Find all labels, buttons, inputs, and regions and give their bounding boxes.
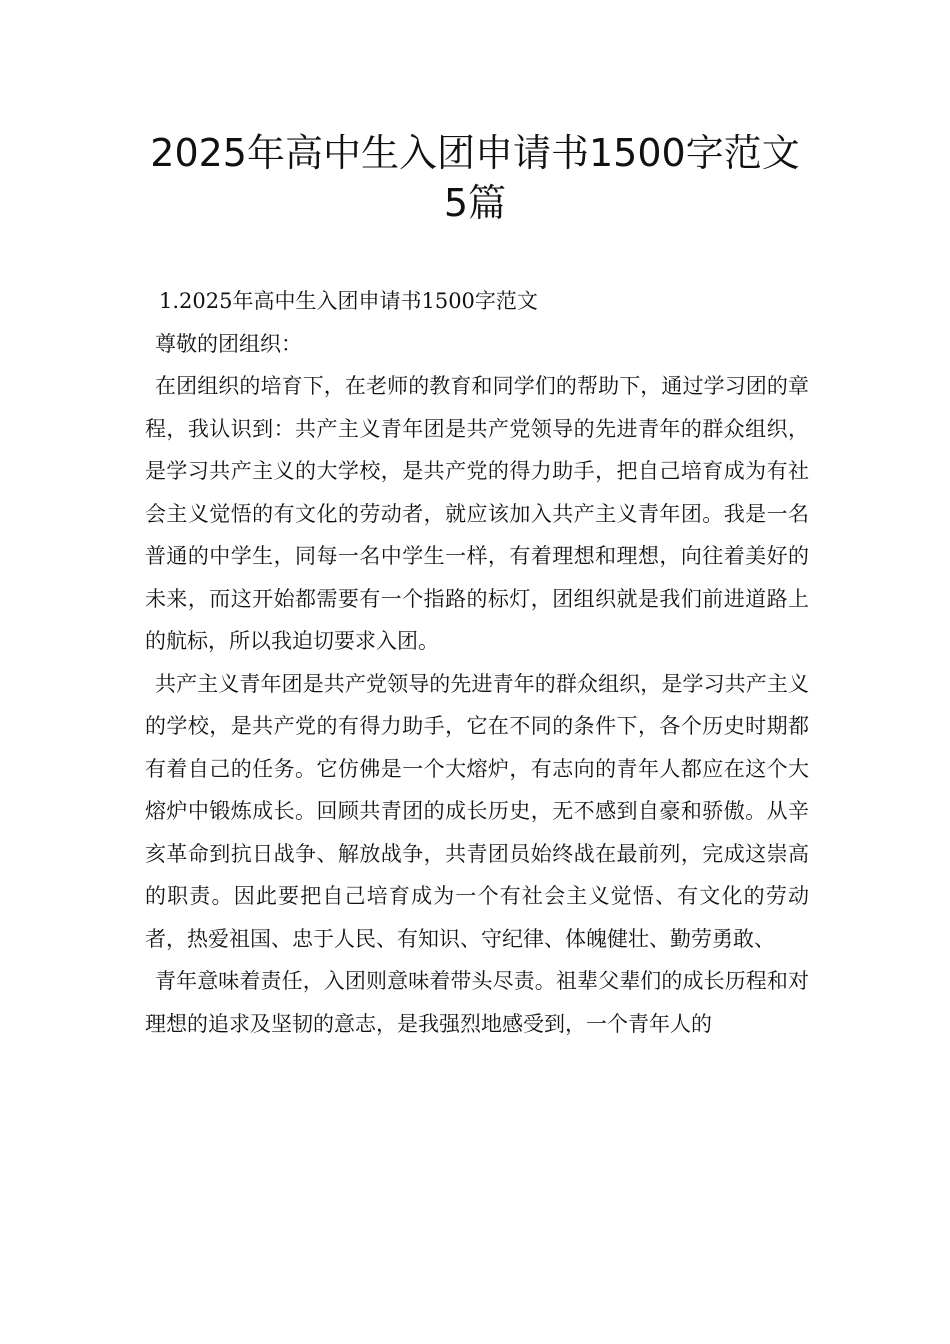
document-title: 2025年高中生入团申请书1500字范文5篇 xyxy=(150,131,800,225)
salutation: 尊敬的团组织： xyxy=(155,331,302,356)
document-body xyxy=(145,280,809,1045)
body-paragraph: 在团组织的培育下，在老师的教育和同学们的帮助下，通过学习团的章程，我认识到：共产主义青年团是共产党领导的先进青年的群众组织，是学习共产主义的大学校，是共产党的得力助手，把自己培育成为有社会主义觉悟的有文化的劳动者，就应该加入共产主义青年团。我是一名普通的中学生，同每一名中学生一样，有着理想和理想，向往着美好的未来，而这开始都需要有一个指路的标灯，团组织就是我们前进道路上的航标，所以我迫切要求入团。 xyxy=(145,374,809,653)
section-heading: 1.2025年高中生入团申请书1500字范文 xyxy=(159,289,538,313)
body-paragraph: 共产主义青年团是共产党领导的先进青年的群众组织，是学习共产主义的学校，是共产党的有得力助手，它在不同的条件下，各个历史时期都有着自己的任务。它仿佛是一个大熔炉，有志向的青年人都应在这个大熔炉中锻炼成长。回顾共青团的成长历史，无不感到自豪和骄傲。从辛亥革命到抗日战争、解放战争，共青团员始终战在最前列，完成这崇高的职责。因此要把自己培育成为一个有社会主义觉悟、有文化的劳动者，热爱祖国、忠于人民、有知识、守纪律、体魄健壮、勤劳勇敢、 xyxy=(145,671,809,951)
body-paragraph: 青年意味着责任，入团则意味着带头尽责。祖辈父辈们的成长历程和对理想的追求及坚韧的意志，是我强烈地感受到，一个青年人的 xyxy=(145,969,809,1036)
